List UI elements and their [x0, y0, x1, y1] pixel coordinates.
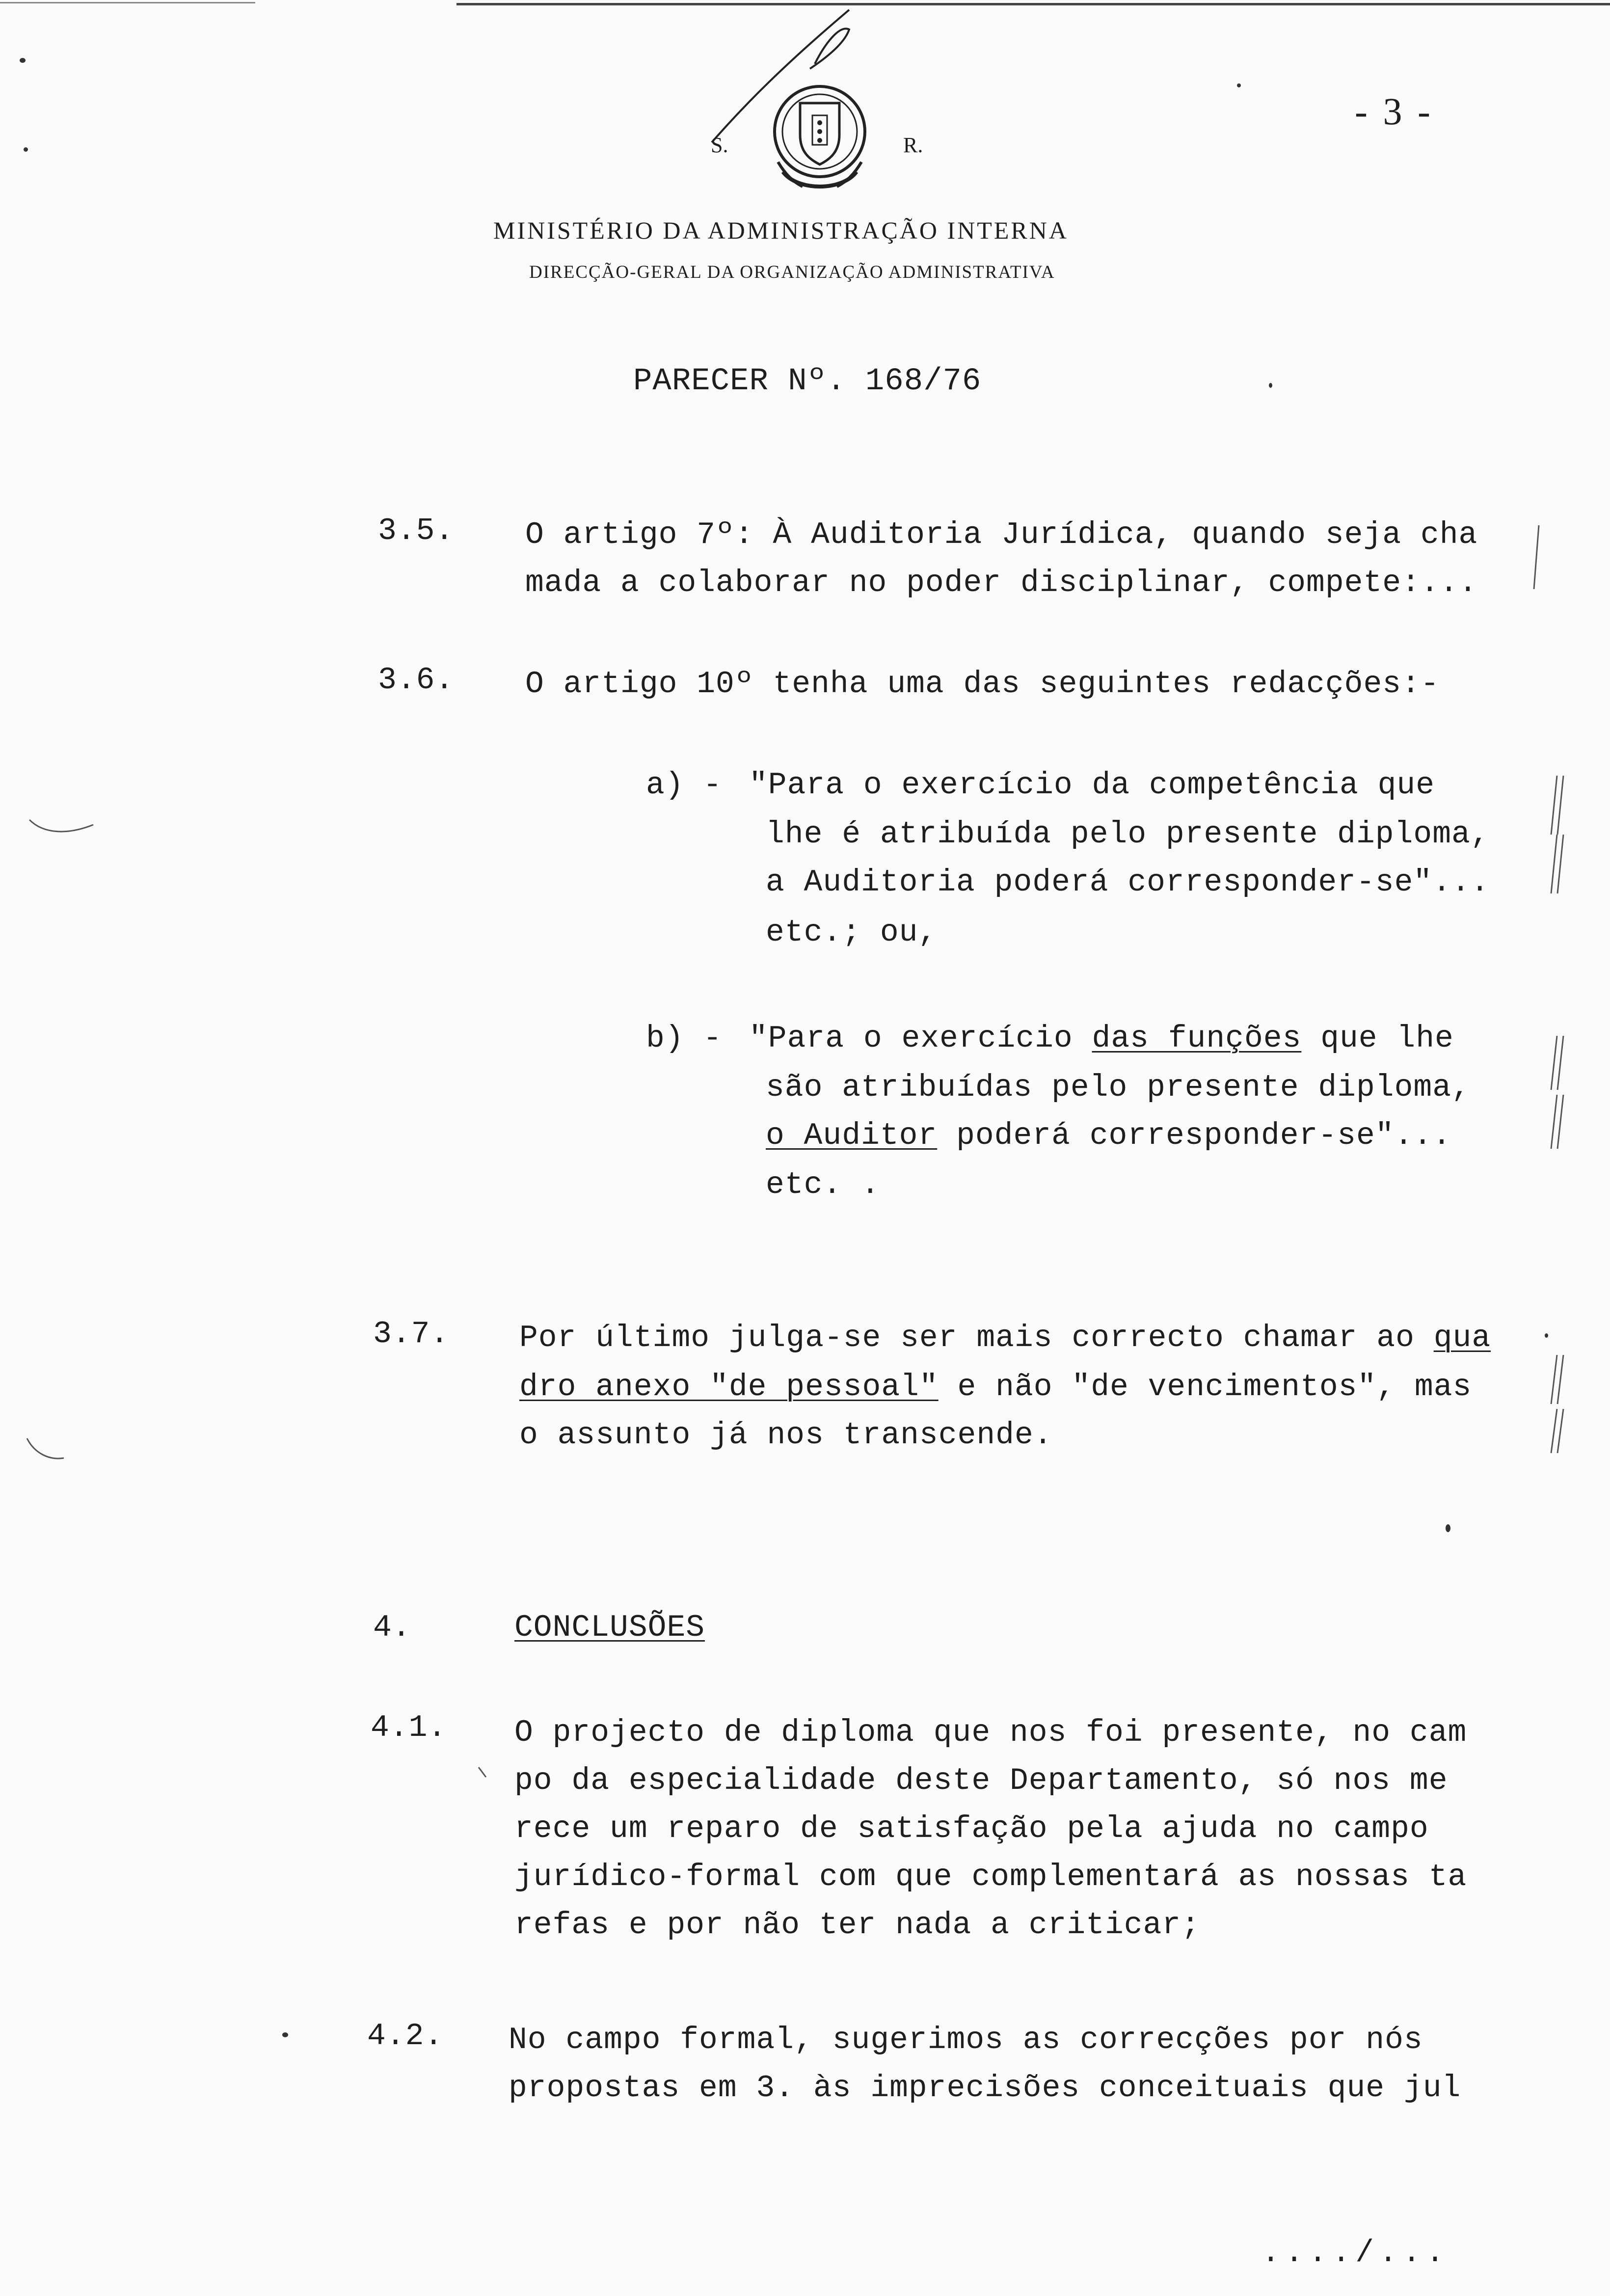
- specks: [20, 58, 26, 63]
- coat-of-arms-icon: [763, 74, 876, 201]
- section-3-7-line-1: [519, 1314, 1491, 1362]
- top-edge-line: [456, 3, 1610, 5]
- option-a-line-2: lhe é atribuída pelo presente diploma,: [766, 817, 1490, 852]
- top-edge-line-left: [0, 2, 255, 3]
- option-b-line-1-start: "Para o exercício: [749, 1021, 1092, 1056]
- specks: [24, 147, 28, 152]
- header-s-letter: S.: [711, 133, 728, 157]
- section-3-7-line-2: [519, 1363, 1472, 1411]
- section-3-5-line-2: mada a colaborar no poder disciplinar, compete:...: [525, 566, 1478, 600]
- document-title: PARECER Nº. 168/76: [633, 364, 982, 399]
- specks: [1545, 1333, 1548, 1338]
- continuation-marker: ..../...: [1261, 2236, 1449, 2270]
- conclusions-heading: CONCLUSÕES: [514, 1610, 705, 1645]
- section-4-1-line-2: po da especialidade deste Departamento, só nos me: [514, 1763, 1448, 1798]
- section-4-2-line-2: propostas em 3. às imprecisões conceituais que jul: [509, 2071, 1461, 2106]
- section-3-7-underlined-qua: qua: [1433, 1321, 1491, 1355]
- option-b-underlined-funcoes: das funções: [1092, 1021, 1302, 1056]
- section-4-1-number: 4.1.: [371, 1710, 447, 1745]
- option-b-line-4: etc. .: [766, 1167, 880, 1202]
- header-r-letter: R.: [903, 133, 923, 157]
- option-b-line-2: são atribuídas pelo presente diploma,: [766, 1070, 1471, 1105]
- section-3-5-number: 3.5.: [378, 513, 455, 548]
- option-a-line-1: "Para o exercício da competência que: [749, 768, 1435, 803]
- section-4-1-line-4: jurídico-formal com que complementará as nossas ta: [514, 1860, 1467, 1894]
- section-4-2-number: 4.2.: [367, 2019, 444, 2053]
- section-3-7-underlined-quadro-anexo: dro anexo "de pessoal": [519, 1370, 939, 1405]
- section-3-6-number: 3.6.: [378, 663, 455, 698]
- specks: [1446, 1524, 1450, 1532]
- section-4-1-line-5: refas e por não ter nada a criticar;: [514, 1908, 1201, 1943]
- specks: [1269, 383, 1272, 388]
- section-3-5-line-1: O artigo 7º: À Auditoria Jurídica, quando seja cha: [525, 517, 1478, 552]
- specks: [282, 2032, 288, 2037]
- section-3-6-line-1: O artigo 10º tenha uma das seguintes redacções:-: [525, 667, 1440, 702]
- option-a-line-3: a Auditoria poderá corresponder-se"...: [766, 865, 1490, 900]
- option-b-underlined-auditor: o Auditor: [766, 1118, 938, 1153]
- option-a-line-4: etc.; ou,: [766, 915, 938, 950]
- option-b-line-1-end: que lhe: [1301, 1021, 1454, 1056]
- option-b-line-1: [749, 1014, 1454, 1063]
- section-3-7-line-1-start: Por último julga-se ser mais correcto chamar ao: [519, 1321, 1434, 1355]
- page-number: - 3 -: [1355, 90, 1433, 133]
- option-b-label: b) -: [646, 1021, 723, 1056]
- section-4-number: 4.: [373, 1610, 411, 1645]
- section-3-7-line-3: o assunto já nos transcende.: [519, 1418, 1053, 1453]
- option-b-line-3-end: poderá corresponder-se"...: [937, 1118, 1452, 1153]
- section-3-7-line-2-end: e não "de vencimentos", mas: [938, 1370, 1472, 1405]
- section-4-1-line-1: O projecto de diploma que nos foi presente, no cam: [514, 1715, 1467, 1750]
- section-4-1-line-3: rece um reparo de satisfação pela ajuda no campo: [514, 1811, 1429, 1846]
- directorate-name: DIRECÇÃO-GERAL DA ORGANIZAÇÃO ADMINISTRATIVA: [529, 262, 1055, 282]
- section-4-2-line-1: No campo formal, sugerimos as correcções por nós: [509, 2023, 1423, 2057]
- option-a-label: a) -: [646, 768, 723, 803]
- section-3-7-number: 3.7.: [373, 1317, 450, 1351]
- ministry-name: MINISTÉRIO DA ADMINISTRAÇÃO INTERNA: [493, 216, 1069, 244]
- specks: [1237, 83, 1241, 87]
- option-b-line-3: [766, 1111, 1451, 1160]
